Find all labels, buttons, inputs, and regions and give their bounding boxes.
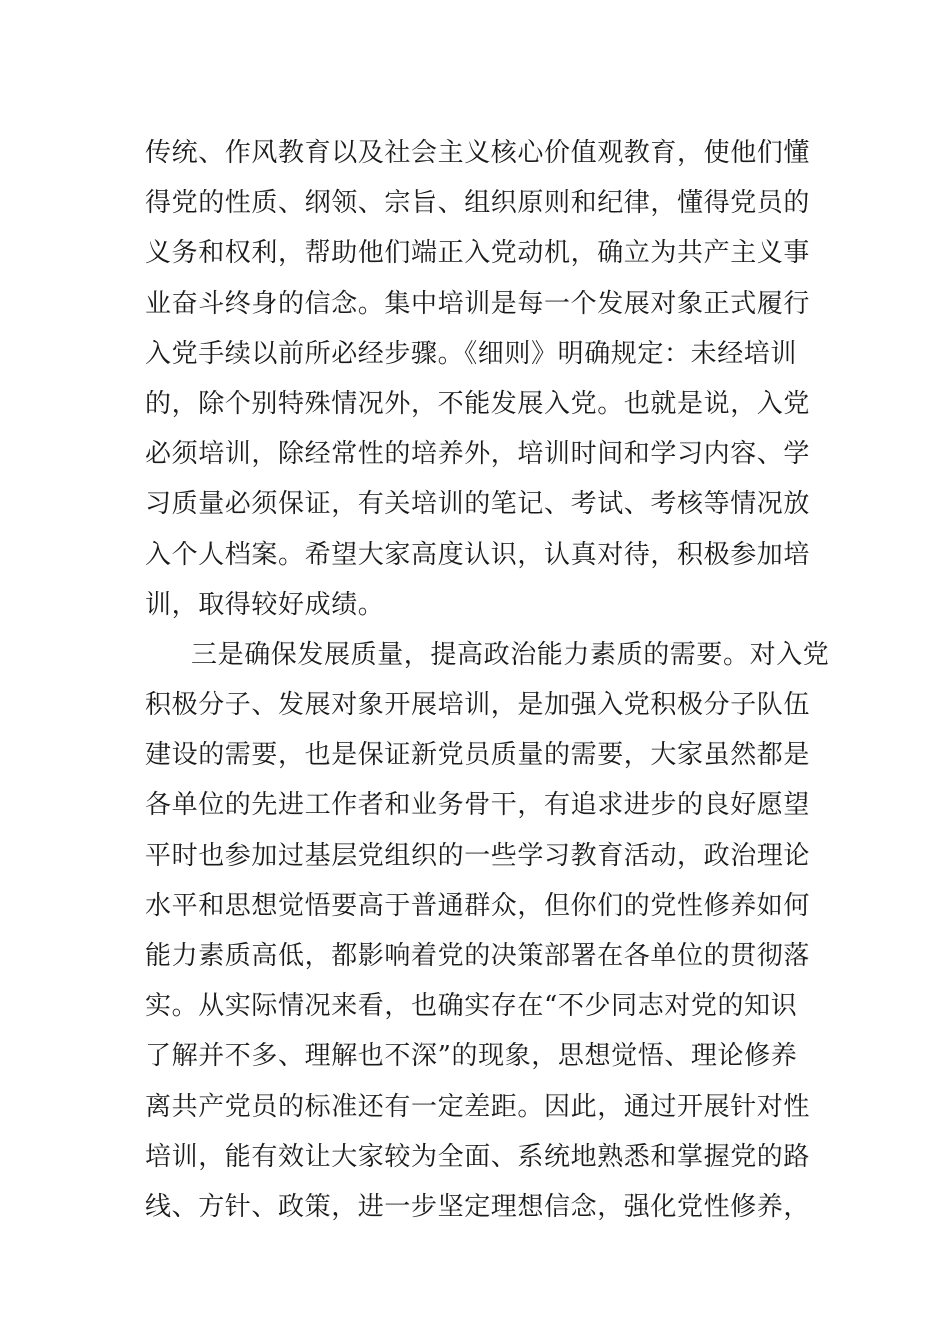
text-line: 得党的性质、纲领、宗旨、组织原则和纪律，懂得党员的 bbox=[145, 188, 811, 219]
text-line: 积极分子、发展对象开展培训，是加强入党积极分子队伍 bbox=[145, 690, 811, 721]
text-line: 业奋斗终身的信念。集中培训是每一个发展对象正式履行 bbox=[145, 288, 811, 319]
text-line: 入个人档案。希望大家高度认识，认真对待，积极参加培 bbox=[145, 539, 811, 570]
text-line: 培训，能有效让大家较为全面、系统地熟悉和掌握党的路 bbox=[145, 1141, 811, 1172]
text-line: 了解并不多、理解也不深”的现象，思想觉悟、理论修养 bbox=[145, 1041, 798, 1072]
text-line: 的，除个别特殊情况外，不能发展入党。也就是说，入党 bbox=[145, 388, 811, 419]
text-line: 平时也参加过基层党组织的一些学习教育活动，政治理论 bbox=[145, 840, 811, 871]
text-line: 习质量必须保证，有关培训的笔记、考试、考核等情况放 bbox=[145, 489, 811, 520]
text-line: 离共产党员的标准还有一定差距。因此，通过开展针对性 bbox=[145, 1091, 811, 1122]
text-line: 建设的需要，也是保证新党员质量的需要，大家虽然都是 bbox=[145, 740, 811, 771]
text-line: 实。从实际情况来看，也确实存在“不少同志对党的知识 bbox=[145, 991, 798, 1022]
text-line: 水平和思想觉悟要高于普通群众，但你们的党性修养如何 bbox=[145, 890, 811, 921]
body-text bbox=[145, 128, 830, 1232]
text-line: 训，取得较好成绩。 bbox=[145, 589, 385, 620]
text-line: 义务和权利，帮助他们端正入党动机，确立为共产主义事 bbox=[145, 238, 811, 269]
text-line: 线、方针、政策，进一步坚定理想信念，强化党性修养， bbox=[145, 1191, 811, 1222]
text-line: 必须培训，除经常性的培养外，培训时间和学习内容、学 bbox=[145, 439, 811, 470]
text-line: 能力素质高低，都影响着党的决策部署在各单位的贯彻落 bbox=[145, 941, 811, 971]
paragraph-start-line: 三是确保发展质量，提高政治能力素质的需要。对入党 bbox=[191, 639, 830, 670]
text-line: 各单位的先进工作者和业务骨干，有追求进步的良好愿望 bbox=[145, 790, 811, 821]
text-line: 入党手续以前所必经步骤。《细则》明确规定：未经培训 bbox=[145, 338, 798, 369]
text-line: 传统、作风教育以及社会主义核心价值观教育，使他们懂 bbox=[145, 138, 811, 168]
